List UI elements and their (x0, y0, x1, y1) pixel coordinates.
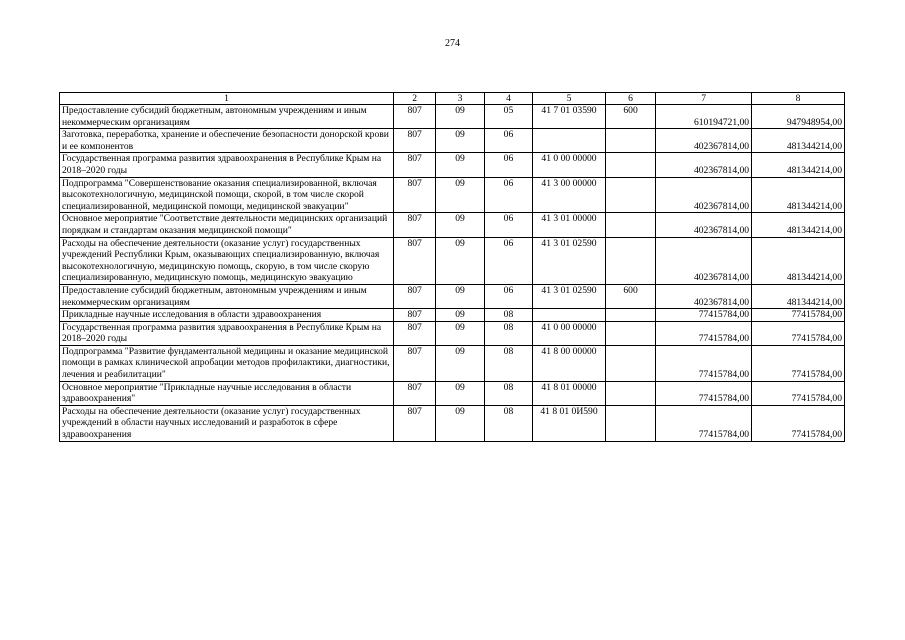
row-amount-8-cell: 481344214,00 (752, 177, 845, 213)
row-name-cell: Основное мероприятие "Прикладные научные исследования в области здравоохранения" (60, 381, 394, 405)
table-row (60, 284, 845, 308)
row-amount-8-cell: 77415784,00 (752, 321, 845, 345)
row-code-2-cell: 807 (393, 405, 435, 441)
row-code-6-cell (605, 345, 655, 381)
row-code-2-cell: 807 (393, 129, 435, 153)
row-code-2-cell: 807 (393, 213, 435, 237)
row-code-5-cell: 41 8 00 00000 (533, 345, 606, 381)
table-row (60, 153, 845, 177)
row-code-3-cell: 09 (436, 129, 484, 153)
header-col-4: 4 (484, 93, 532, 105)
row-code-4-cell: 08 (484, 321, 532, 345)
row-amount-7-cell: 402367814,00 (656, 177, 752, 213)
row-code-4-cell: 06 (484, 213, 532, 237)
row-code-5-cell: 41 8 01 00000 (533, 381, 606, 405)
row-amount-8-cell: 481344214,00 (752, 129, 845, 153)
row-name-cell: Расходы на обеспечение деятельности (оказание услуг) государственных учреждений в области научных исследований и разработок в сфере здравоохранения (60, 405, 394, 441)
row-code-5-cell: 41 7 01 03590 (533, 105, 606, 129)
row-amount-8-cell: 481344214,00 (752, 153, 845, 177)
row-code-2-cell: 807 (393, 237, 435, 284)
row-code-6-cell (605, 129, 655, 153)
row-code-6-cell: 600 (605, 105, 655, 129)
header-col-1: 1 (60, 93, 394, 105)
row-code-6-cell (605, 405, 655, 441)
row-code-6-cell (605, 177, 655, 213)
row-amount-7-cell: 402367814,00 (656, 284, 752, 308)
table-row (60, 237, 845, 284)
row-code-4-cell: 06 (484, 129, 532, 153)
table-row (60, 345, 845, 381)
row-code-5-cell: 41 3 01 02590 (533, 284, 606, 308)
row-code-6-cell (605, 153, 655, 177)
row-name-cell: Основное мероприятие "Соответствие деятельности медицинских организаций порядкам и стандартам оказания медицинской помощи" (60, 213, 394, 237)
row-amount-8-cell: 77415784,00 (752, 381, 845, 405)
row-amount-7-cell: 77415784,00 (656, 345, 752, 381)
row-amount-7-cell: 402367814,00 (656, 129, 752, 153)
row-amount-8-cell: 947948954,00 (752, 105, 845, 129)
page-number: 274 (445, 38, 460, 49)
row-code-6-cell: 600 (605, 284, 655, 308)
table-header-row (60, 93, 845, 105)
row-code-5-cell (533, 129, 606, 153)
table-row (60, 309, 845, 322)
table-row (60, 129, 845, 153)
header-col-6: 6 (605, 93, 655, 105)
row-code-5-cell (533, 309, 606, 322)
row-amount-7-cell: 77415784,00 (656, 321, 752, 345)
row-code-5-cell: 41 3 01 02590 (533, 237, 606, 284)
header-col-2: 2 (393, 93, 435, 105)
row-code-4-cell: 08 (484, 345, 532, 381)
row-code-2-cell: 807 (393, 345, 435, 381)
row-amount-8-cell: 481344214,00 (752, 284, 845, 308)
row-code-5-cell: 41 0 00 00000 (533, 321, 606, 345)
row-code-3-cell: 09 (436, 381, 484, 405)
row-amount-7-cell: 77415784,00 (656, 309, 752, 322)
table-row (60, 405, 845, 441)
row-code-2-cell: 807 (393, 284, 435, 308)
row-code-2-cell: 807 (393, 105, 435, 129)
header-col-3: 3 (436, 93, 484, 105)
row-code-4-cell: 05 (484, 105, 532, 129)
row-code-3-cell: 09 (436, 213, 484, 237)
row-amount-8-cell: 77415784,00 (752, 309, 845, 322)
row-code-4-cell: 08 (484, 381, 532, 405)
row-amount-7-cell: 610194721,00 (656, 105, 752, 129)
row-amount-8-cell: 481344214,00 (752, 213, 845, 237)
row-code-3-cell: 09 (436, 309, 484, 322)
row-amount-8-cell: 481344214,00 (752, 237, 845, 284)
row-name-cell: Государственная программа развития здравоохранения в Республике Крым на 2018–2020 годы (60, 153, 394, 177)
row-amount-7-cell: 77415784,00 (656, 381, 752, 405)
row-name-cell: Расходы на обеспечение деятельности (оказание услуг) государственных учреждений Республики Крым, оказывающих специализированную, включая высокотехнологичную, медицинскую помощь, скорую, в том числе скорую специализированную, медицинскую помощь, медицинскую эвакуацию (60, 237, 394, 284)
row-amount-7-cell: 402367814,00 (656, 237, 752, 284)
row-amount-7-cell: 402367814,00 (656, 213, 752, 237)
row-code-4-cell: 06 (484, 237, 532, 284)
row-code-6-cell (605, 213, 655, 237)
row-code-3-cell: 09 (436, 177, 484, 213)
row-code-3-cell: 09 (436, 284, 484, 308)
row-code-5-cell: 41 3 01 00000 (533, 213, 606, 237)
row-amount-8-cell: 77415784,00 (752, 345, 845, 381)
row-code-6-cell (605, 309, 655, 322)
header-col-7: 7 (656, 93, 752, 105)
row-code-2-cell: 807 (393, 309, 435, 322)
row-name-cell: Заготовка, переработка, хранение и обеспечение безопасности донорской крови и ее компонентов (60, 129, 394, 153)
row-name-cell: Государственная программа развития здравоохранения в Республике Крым на 2018–2020 годы (60, 321, 394, 345)
row-amount-8-cell: 77415784,00 (752, 405, 845, 441)
row-code-4-cell: 06 (484, 284, 532, 308)
row-code-5-cell: 41 8 01 0И590 (533, 405, 606, 441)
row-code-6-cell (605, 381, 655, 405)
table-row (60, 381, 845, 405)
row-code-5-cell: 41 3 00 00000 (533, 177, 606, 213)
header-col-8: 8 (752, 93, 845, 105)
row-code-3-cell: 09 (436, 405, 484, 441)
header-col-5: 5 (533, 93, 606, 105)
row-code-2-cell: 807 (393, 321, 435, 345)
table-row (60, 105, 845, 129)
row-amount-7-cell: 77415784,00 (656, 405, 752, 441)
row-code-2-cell: 807 (393, 381, 435, 405)
row-code-3-cell: 09 (436, 237, 484, 284)
row-code-6-cell (605, 237, 655, 284)
row-code-4-cell: 08 (484, 405, 532, 441)
row-name-cell: Подпрограмма "Совершенствование оказания специализированной, включая высокотехнологичную, медицинской помощи, скорой, в том числе скорой специализированной, медицинской помощи, медицинской эвакуации" (60, 177, 394, 213)
row-name-cell: Прикладные научные исследования в области здравоохранения (60, 309, 394, 322)
row-name-cell: Предоставление субсидий бюджетным, автономным учреждениям и иным некоммерческим организациям (60, 105, 394, 129)
row-code-4-cell: 06 (484, 177, 532, 213)
row-code-5-cell: 41 0 00 00000 (533, 153, 606, 177)
row-code-3-cell: 09 (436, 153, 484, 177)
row-code-4-cell: 08 (484, 309, 532, 322)
row-code-4-cell: 06 (484, 153, 532, 177)
row-code-3-cell: 09 (436, 345, 484, 381)
row-code-6-cell (605, 321, 655, 345)
row-code-2-cell: 807 (393, 153, 435, 177)
row-code-3-cell: 09 (436, 105, 484, 129)
row-code-2-cell: 807 (393, 177, 435, 213)
table-row (60, 321, 845, 345)
table-row (60, 177, 845, 213)
table-row (60, 213, 845, 237)
budget-table (59, 92, 845, 442)
row-code-3-cell: 09 (436, 321, 484, 345)
row-name-cell: Предоставление субсидий бюджетным, автономным учреждениям и иным некоммерческим организациям (60, 284, 394, 308)
row-amount-7-cell: 402367814,00 (656, 153, 752, 177)
row-name-cell: Подпрограмма "Развитие фундаментальной медицины и оказание медицинской помощи в рамках клинической апробации методов профилактики, диагностики, лечения и реабилитации" (60, 345, 394, 381)
